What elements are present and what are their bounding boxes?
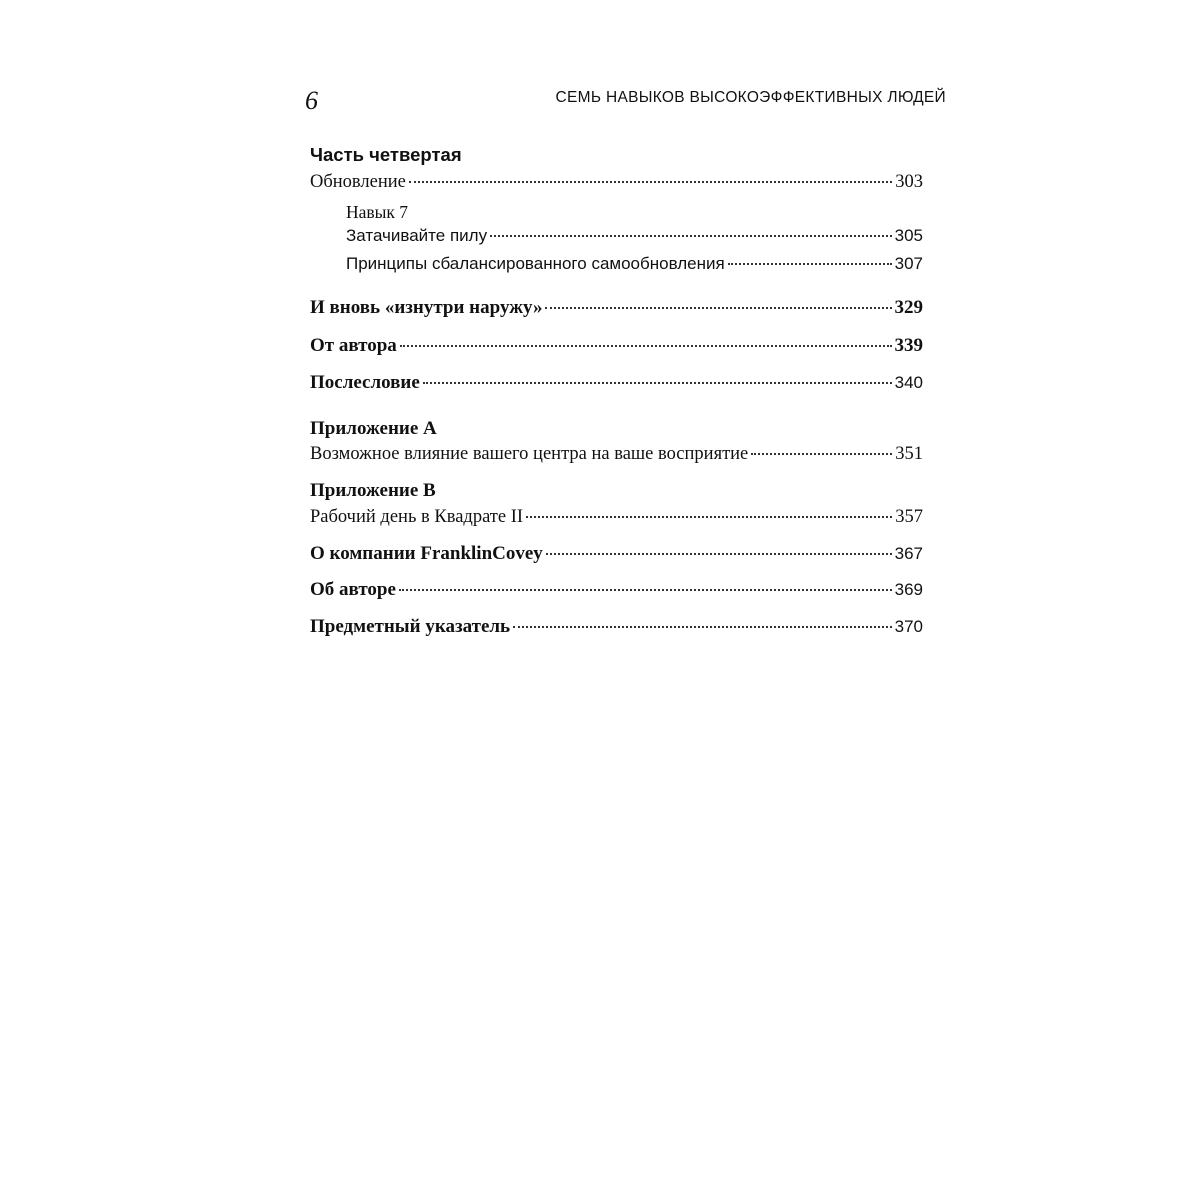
- toc-appendix-a-heading: Приложение А: [310, 418, 437, 439]
- dot-leader: [526, 516, 892, 518]
- toc-entry-title: От автора: [310, 335, 397, 356]
- toc-part-heading: Часть четвертая: [310, 144, 462, 165]
- toc-entry-about-author: [310, 579, 923, 601]
- dot-leader: [423, 382, 892, 384]
- dot-leader: [513, 626, 892, 628]
- toc-entry-index: [310, 616, 923, 638]
- running-head-title: СЕМЬ НАВЫКОВ ВЫСОКОЭФФЕКТИВНЫХ ЛЮДЕЙ: [555, 89, 946, 106]
- toc-entry-page: 339: [894, 335, 923, 356]
- toc-entry-page: 357: [895, 507, 923, 527]
- toc-entry-page: 303: [895, 172, 923, 192]
- toc-entry-page: 367: [894, 544, 923, 563]
- toc-entry-page: 329: [894, 297, 923, 318]
- toc-entry-renewal: [310, 172, 923, 193]
- toc-entry-appendix-a: [310, 444, 923, 465]
- toc-entry-title: Затачивайте пилу: [346, 226, 488, 245]
- toc-entry-page: 351: [895, 444, 923, 464]
- toc-entry-appendix-b: [310, 507, 923, 528]
- toc-habit-heading: Навык 7: [346, 202, 409, 222]
- toc-entry-inside-out: [310, 297, 923, 319]
- toc-entry-title: Предметный указатель: [310, 616, 511, 637]
- toc-entry-title: Послесловие: [310, 372, 420, 393]
- toc-entry-page: 369: [894, 580, 923, 599]
- dot-leader: [545, 307, 891, 309]
- toc-entry-page: 340: [894, 373, 923, 392]
- toc-entry-from-author: [310, 335, 923, 357]
- dot-leader: [399, 589, 892, 591]
- dot-leader: [751, 453, 892, 455]
- toc-appendix-b-heading: Приложение В: [310, 480, 436, 501]
- toc-entry-title: О компании FranklinCovey: [310, 543, 543, 564]
- dot-leader: [728, 263, 892, 265]
- toc-entry-sharpen-saw: [346, 226, 923, 246]
- toc-entry-page: 305: [894, 226, 923, 245]
- toc-entry-page: 370: [894, 617, 923, 636]
- dot-leader: [490, 235, 892, 237]
- toc-entry-title: И вновь «изнутри наружу»: [310, 297, 543, 318]
- dot-leader: [546, 553, 892, 555]
- toc-entry-franklincovey: [310, 543, 923, 565]
- toc-entry-afterword: [310, 372, 923, 394]
- dot-leader: [409, 181, 892, 183]
- toc-entry-title: Обновление: [310, 172, 406, 192]
- toc-entry-page: 307: [894, 254, 923, 273]
- toc-entry-balanced-renewal: [346, 254, 923, 274]
- toc-entry-title: Принципы сбалансированного самообновления: [346, 254, 725, 273]
- page-number: 6: [305, 86, 318, 115]
- toc-entry-title: Об авторе: [310, 579, 396, 600]
- toc-entry-title: Рабочий день в Квадрате II: [310, 507, 524, 527]
- toc-entry-title: Возможное влияние вашего центра на ваше восприятие: [310, 444, 749, 464]
- dot-leader: [400, 345, 892, 347]
